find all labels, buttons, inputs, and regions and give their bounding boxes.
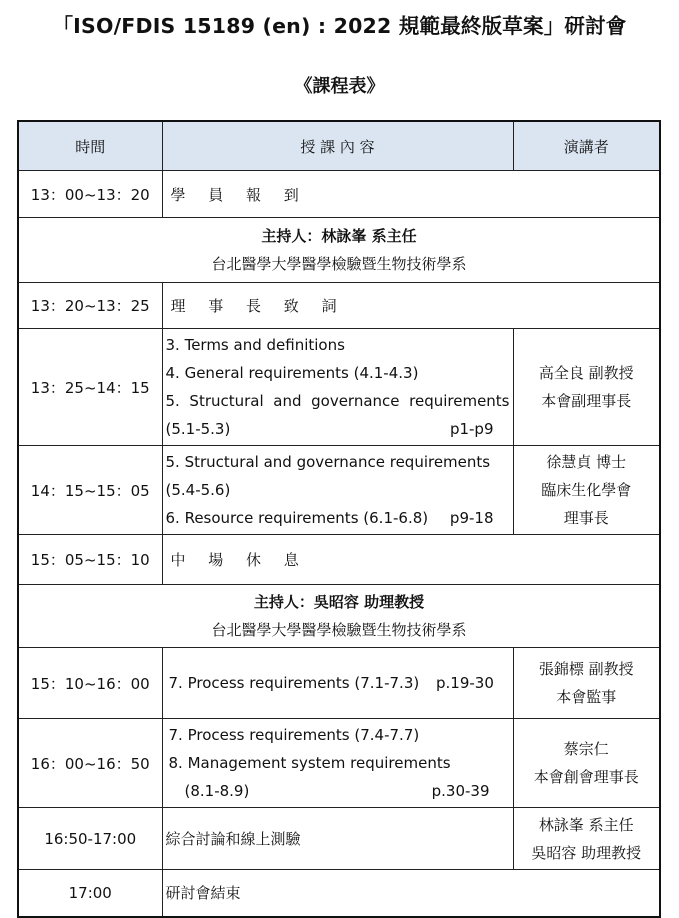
word: governance <box>311 392 400 410</box>
content-line: 5. Structural and governance requirements <box>165 453 491 471</box>
content-cell <box>162 719 513 808</box>
host-name: 主持人：林詠峯 系主任 <box>261 227 417 245</box>
page-ref: p.30-39 <box>431 782 490 800</box>
content-line <box>166 669 510 697</box>
speaker-name: 張錦標 副教授 <box>538 660 634 678</box>
time-cell: 13：20~13：25 <box>18 283 162 329</box>
time-cell: 17:00 <box>18 870 162 917</box>
speaker-cell <box>513 446 660 535</box>
header-content: 授 課 內 容 <box>162 121 513 171</box>
time-cell: 13：25~14：15 <box>18 329 162 446</box>
speaker-cell <box>513 648 660 719</box>
content-line: 7. Process requirements (7.4-7.7) <box>168 726 420 744</box>
content-line-justified <box>166 387 510 415</box>
word: and <box>273 392 302 410</box>
table-row <box>18 808 660 870</box>
word: 5. <box>165 392 180 410</box>
speaker-cell <box>513 719 660 808</box>
word: Structural <box>189 392 264 410</box>
content-line <box>166 415 510 443</box>
table-row <box>18 171 660 218</box>
host-row <box>18 585 660 648</box>
word: requirements <box>409 392 510 410</box>
content-cell: 理 事 長 致 詞 <box>162 283 660 329</box>
header-time: 時間 <box>18 121 162 171</box>
speaker-title: 本會副理事長 <box>541 392 632 410</box>
header-row <box>18 121 660 171</box>
content-text: 7. Process requirements (7.1-7.3) <box>168 674 420 692</box>
speaker-title: 本會監事 <box>556 688 617 706</box>
header-speaker: 演講者 <box>513 121 660 171</box>
host-row <box>18 218 660 283</box>
table-row <box>18 283 660 329</box>
content-text: 6. Resource requirements (6.1-6.8) <box>165 509 429 527</box>
content-line <box>166 504 510 532</box>
page-ref: p.19-30 <box>436 674 494 692</box>
speaker-title: 臨床生化學會 <box>541 481 632 499</box>
speaker-cell <box>513 329 660 446</box>
time-cell: 15：05~15：10 <box>18 535 162 585</box>
speaker-cell <box>513 808 660 870</box>
content-cell <box>162 648 513 719</box>
speaker-name: 高全良 副教授 <box>538 364 634 382</box>
content-line: (5.4-5.6) <box>165 481 231 499</box>
content-cell: 中 場 休 息 <box>162 535 660 585</box>
host-name: 主持人：吳昭容 助理教授 <box>253 593 425 611</box>
table-row <box>18 446 660 535</box>
table-row <box>18 870 660 917</box>
content-cell: 研討會結束 <box>162 870 660 917</box>
time-cell: 16:50-17:00 <box>18 808 162 870</box>
table-row <box>18 719 660 808</box>
content-line: 4. General requirements (4.1-4.3) <box>165 364 419 382</box>
schedule-subtitle: 《課程表》 <box>294 76 385 97</box>
speaker-name: 徐慧貞 博士 <box>546 453 627 471</box>
content-cell <box>162 446 513 535</box>
content-cell: 學 員 報 到 <box>162 171 660 218</box>
time-cell: 14：15~15：05 <box>18 446 162 535</box>
section-range: (8.1-8.9) <box>184 782 250 800</box>
table-row <box>18 535 660 585</box>
page-ref: p9-18 <box>449 509 494 527</box>
document-title: 「ISO/FDIS 15189 (en) : 2022 規範最終版草案」研討會 <box>52 14 627 38</box>
table-row <box>18 329 660 446</box>
page-ref: p1-p9 <box>449 420 494 438</box>
host-affiliation: 台北醫學大學醫學檢驗暨生物技術學系 <box>211 621 467 639</box>
host-cell <box>18 218 660 283</box>
speaker-name: 林詠峯 系主任 <box>538 815 634 834</box>
time-cell: 16：00~16：50 <box>18 719 162 808</box>
host-cell <box>18 585 660 648</box>
content-line: 3. Terms and definitions <box>165 336 345 354</box>
speaker-name: 蔡宗仁 <box>563 740 609 758</box>
host-affiliation: 台北醫學大學醫學檢驗暨生物技術學系 <box>211 255 467 273</box>
schedule-table <box>17 120 661 918</box>
speaker-name: 吳昭容 助理教授 <box>531 843 642 862</box>
content-cell: 綜合討論和線上測驗 <box>162 808 513 870</box>
content-cell <box>162 329 513 446</box>
section-range: (5.1-5.3) <box>165 420 231 438</box>
speaker-title: 本會創會理事長 <box>533 768 639 786</box>
speaker-title: 理事長 <box>563 509 609 527</box>
content-line <box>166 777 510 805</box>
content-line: 8. Management system requirements <box>168 754 451 772</box>
table-row <box>18 648 660 719</box>
time-cell: 15：10~16：00 <box>18 648 162 719</box>
time-cell: 13：00~13：20 <box>18 171 162 218</box>
